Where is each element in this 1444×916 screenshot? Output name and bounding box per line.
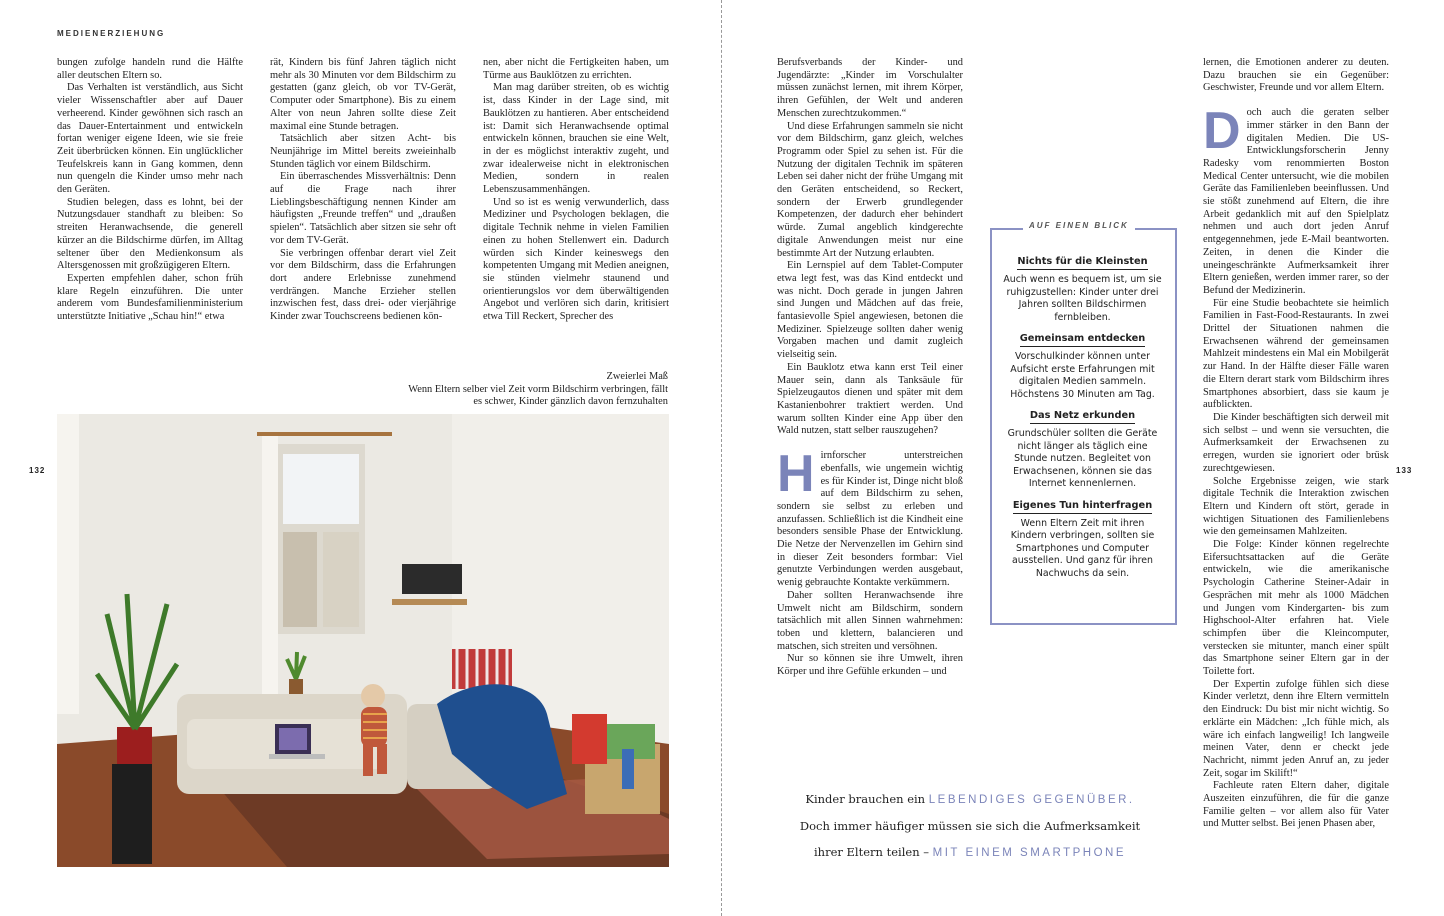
info-section-title: Das Netz erkunden (1030, 410, 1135, 424)
dropcap-paragraph-text: och auch die geraten selber immer stärker in den Bann der digitalen Medien. Die US-Entwicklungsforscherin Jenny Radesky vom renommierten Boston Medical Center untersucht, wie die mobilen Geräte das Familienleben beeinflussen. Und sie stößt zunehmend auf Eltern, die ihre Arbeit gedanklich mit auf den Spielplatz nehmen und auch dort jeden Anruf entgegennehmen, jede E-Mail beantworten. Zeiten, in denen die Kinder die uneingeschränkte Aufmerksamkeit ihrer Eltern genießen, werden immer rarer, so der Befund der Medizinerin. (1203, 107, 1389, 296)
page-number-left: 132 (29, 466, 46, 475)
paragraph: Man mag darüber streiten, ob es wichtig ist, dass Kinder in der Lage sind, mit Bauklötzen zu hantieren. Aber entscheidend ist: Damit sich Heranwachsende optimal entwickeln können, brauchen sie eine Welt, in der es möglichst interaktiv zugeht, und zwar idealerweise nicht in elektronischen Medien, sondern in realen Lebenszusammenhängen. (483, 82, 669, 196)
paragraph-dropcap (1203, 102, 1389, 298)
column-1 (57, 57, 243, 324)
section-header: MEDIENERZIEHUNG (57, 29, 166, 38)
dropcap-letter: H (777, 445, 815, 504)
info-box-heading: AUF EINEN BLICK (1023, 221, 1135, 230)
paragraph: Nur so können sie ihre Umwelt, ihren Körper und ihre Gefühle erkunden – und (777, 653, 963, 678)
paragraph: Studien belegen, dass es lohnt, bei der Nutzungsdauer standhaft zu bleiben: So streiten Heranwachsende, die generell kürzer an die Bildschirme dürfen, im Alltag seltener über den Medienkonsum als Altersgenossen mit großzügigeren Eltern. (57, 196, 243, 272)
paragraph: Daher sollten Heranwachsende ihre Umwelt nicht am Bildschirm, sondern tatsächlich mit allen Sinnen wahrnehmen: toben und klettern, balancieren und matschen, sich streiten und versöhnen. (777, 589, 963, 652)
column-3 (483, 57, 669, 324)
pull-quote (770, 786, 1170, 866)
info-section-text: Vorschulkinder können unter Aufsicht erste Erfahrungen mit digitalen Medien sammeln. Höchstens 30 Minuten am Tag. (1010, 351, 1155, 400)
paragraph: Und diese Erfahrungen sammeln sie nicht vor dem Bildschirm, ganz gleich, welches Programm oder Spiel zu sehen ist. Für die Nutzung der digitalen Technik im späteren Leben sei daher nicht der frühe Umgang mit den Geräten entscheidend, so Reckert, sondern der Erwerb grundlegender Kompetenzen, der dadurch eher behindert würde. Zumal angeblich kindgerechte digitale Anwendungen meist nur eine bestimmte Art der Nutzung erlaubten. (777, 120, 963, 259)
paragraph: lernen, die Emotionen anderer zu deuten. Dazu brauchen sie ein Gegenüber: Geschwister, Freunde und vor allem Eltern. (1203, 57, 1389, 94)
page-number-right: 133 (1396, 466, 1413, 475)
paragraph: Experten empfehlen daher, schon früh klare Regeln einzuführen. Die unter anderem vom Bundesfamilienministerium unterstützte Initiative „Schau hin!“ etwa (57, 272, 243, 323)
paragraph: Für eine Studie beobachtete sie heimlich Familien in Fast-Food-Restaurants. In zwei Drittel der Situationen nahmen die Erwachsenen während der gemeinsamen Mahlzeit mindestens ein Mal ein Mobilgerät zur Hand. In der Hälfte dieser Fälle waren die Eltern derart stark vom Bildschirm ihres Smartphones absorbiert, dass sie kaum je aufblickten. (1203, 297, 1389, 411)
pull-quote-line-1 (770, 786, 1170, 813)
column-4 (777, 57, 963, 679)
pull-quote-line-3 (770, 839, 1170, 866)
paragraph: Die Kinder beschäftigten sich derweil mit sich selbst – und wenn sie versuchten, die Aufmerksamkeit der Erwachsenen zu erregen, wurden sie ignoriert oder brüsk zurechtgewiesen. (1203, 411, 1389, 474)
column-2 (270, 57, 456, 324)
info-box-content (1002, 256, 1163, 589)
caption-text: Wenn Eltern selber viel Zeit vorm Bildschirm verbringen, fällt es schwer, Kinder gänzlich davon fernzuhalten (408, 383, 668, 408)
pull-quote-accent: MIT EINEM SMARTPHONE (932, 847, 1126, 859)
pull-quote-accent: LEBENDIGES GEGENÜBER. (928, 794, 1135, 806)
info-section-title: Eigenes Tun hinterfragen (1013, 500, 1152, 514)
pull-quote-text: Kinder brauchen ein (805, 792, 926, 806)
paragraph: bungen zufolge handeln rund die Hälfte aller deutschen Eltern so. (57, 57, 243, 81)
paragraph: Berufsverbands der Kinder- und Jugendärzte: „Kinder im Vorschulalter müssen zunächst lernen, mit ihrem Körper, ihren Gefühlen, der Welt und anderen Menschen zurechtzukommen.“ (777, 57, 963, 119)
paragraph: Ein Lernspiel auf dem Tablet-Computer etwa legt fest, was das Kind entdeckt und was nicht. Doch gerade in jungen Jahren sind Jungen und Mädchen auf das freie, fantasievolle Spiel angewiesen, betonen die Mediziner. Spielzeuge sollten daher wenig Vorgaben machen und damit zugleich vielseitig sein. (777, 260, 963, 361)
pull-quote-text: ihrer Eltern teilen – (814, 845, 929, 859)
info-section-text: Auch wenn es bequem ist, um sie ruhigzustellen: Kinder unter drei Jahren sollten Bildschirmen fernbleiben. (1003, 274, 1162, 323)
info-section (1002, 410, 1163, 490)
info-section-text: Wenn Eltern Zeit mit ihren Kindern verbringen, sollten sie Smartphones und Computer ausstellen. Und ganz für ihren Nachwuchs da sein. (1010, 517, 1155, 579)
info-section (1002, 500, 1163, 580)
paragraph: rät, Kindern bis fünf Jahren täglich nicht mehr als 30 Minuten vor dem Bildschirm zu gestatten (ganz gleich, ob vor TV-Gerät, Computer oder Smartphone). Bis zu einem Alter von neun Jahren sollte diese Zeit maximal eine Stunde betragen. (270, 57, 456, 132)
page-gutter (721, 0, 722, 916)
info-section (1002, 333, 1163, 401)
caption-title: Zweierlei Maß (606, 371, 668, 382)
paragraph: Das Verhalten ist verständlich, aus Sicht vieler Wissenschaftler aber auf Dauer verheerend. Kinder gewöhnen sich rasch an das Dauer-Entertainment und entwickeln fortan weniger eigene Ideen, wie sie freie Zeit überbrücken können. Ein unglücklicher Teufelskreis kann in Gang kommen, denn nun quengeln die Kinder umso mehr nach den Geräten. (57, 82, 243, 196)
dropcap-paragraph-text: irnforscher unterstreichen ebenfalls, wie ungemein wichtig es für Kinder ist, Dinge nicht bloß auf dem Bildschirm zu sehen, sondern sie selbst zu erleben und anzufassen. Schließlich ist die Kindheit eine besonders sensible Phase der Entwicklung. Die Netze der Nervenzellen im Gehirn sind in dieser Zeit besonders formbar: Viel genutzte Verbindungen werden ausgebaut, wenig gebrauchte Kontakte verkümmern. (777, 450, 963, 589)
pull-quote-line-2: Doch immer häufiger müssen sie sich die Aufmerksamkeit (799, 819, 1141, 833)
left-page (0, 0, 721, 916)
paragraph: Solche Ergebnisse zeigen, wie stark digitale Technik die Interaktion zwischen Eltern und Kindern oft stört, gerade in wichtigen Situationen des Familienlebens wie den gemeinsamen Mahlzeiten. (1203, 475, 1389, 538)
info-section-title: Gemeinsam entdecken (1020, 333, 1146, 347)
info-section-text: Grundschüler sollten die Geräte nicht länger als täglich eine Stunde nutzen. Begleitet von Erwachsenen, können sie das Internet kennenlernen. (1007, 428, 1158, 490)
paragraph: Sie verbringen offenbar derart viel Zeit vor dem Bildschirm, dass die Erfahrungen dort andere Erlebnisse zunehmend verdrängen. Manche Erzieher stellen inzwischen fest, dass drei- oder vierjährige Kinder zwar Touchscreens bedienen kön- (270, 247, 456, 323)
paragraph-dropcap (777, 445, 963, 590)
photo-caption (398, 371, 668, 409)
dropcap-letter: D (1203, 102, 1241, 161)
paragraph: Ein Bauklotz etwa kann erst Teil einer Mauer sein, dann als Tanksäule für Spielzeugautos dienen und später mit dem Kastanienbohrer traktiert werden. Und warum sollten Kinder eine App über den Wald nutzen, statt selber rauszugehen? (777, 361, 963, 437)
photo-illustration (57, 414, 669, 867)
info-section-title: Nichts für die Kleinsten (1017, 256, 1147, 270)
paragraph: Fachleute raten Eltern daher, digitale Auszeiten einzuführen, die für die ganze Familie gelten – vor allem also für Vater und Mutter selbst. Bei jenen Phasen aber, (1203, 780, 1389, 830)
paragraph: nen, aber nicht die Fertigkeiten haben, um Türme aus Bauklötzen zu errichten. (483, 57, 669, 81)
paragraph: Der Expertin zufolge fühlen sich diese Kinder verletzt, denn ihre Eltern vermitteln den Eindruck: Du bist mir nicht wichtig. So erklärte ein Mädchen: „Ich fühle mich, als wäre ich einfach langweilig! Ich langweile meinen Vater, denn er checkt jede Nachricht, nimmt jeden Anruf an, zu jeder Zeit, sogar im Skilift!“ (1203, 678, 1389, 779)
info-section (1002, 256, 1163, 324)
column-5 (1203, 57, 1389, 831)
paragraph: Tatsächlich aber sitzen Acht- bis Neunjährige im Mittel bereits zweieinhalb Stunden täglich vor einem Bildschirm. (270, 133, 456, 170)
living-room-photo (57, 414, 669, 867)
paragraph: Ein überraschendes Missverhältnis: Denn auf die Frage nach ihrer Lieblingsbeschäftigung nennen Kinder am häufigsten „Freunde treffen“ und „draußen spielen“. Tatsächlich aber sitzen sie sehr oft vor dem TV-Gerät. (270, 171, 456, 246)
paragraph: Die Folge: Kinder können regelrechte Eifersuchtsattacken auf die Geräte entwickeln, wie die amerikanische Psychologin Catherine Steiner-Adair in Gesprächen mit mehr als 1000 Mädchen und Jungen vom Kindergarten- bis zum Highschool-Alter erfahren hat. Viele schimpfen über die Kleincomputer, verstecken sie mitunter, manch einer spült das Smartphone seiner Eltern gar in der Toilette fort. (1203, 539, 1389, 678)
paragraph: Und so ist es wenig verwunderlich, dass Mediziner und Psychologen beklagen, die digitale Technik nehme in vielen Familien einen zu hohen Stellenwert ein. Dadurch würden sich Kinder keineswegs den kompetenten Umgang mit Medien aneignen, sie stünden vielmehr staunend und orientierungslos vor dem überwältigenden Angebot und verlören sich darin, kritisiert etwa Till Reckert, Sprecher des (483, 196, 669, 323)
